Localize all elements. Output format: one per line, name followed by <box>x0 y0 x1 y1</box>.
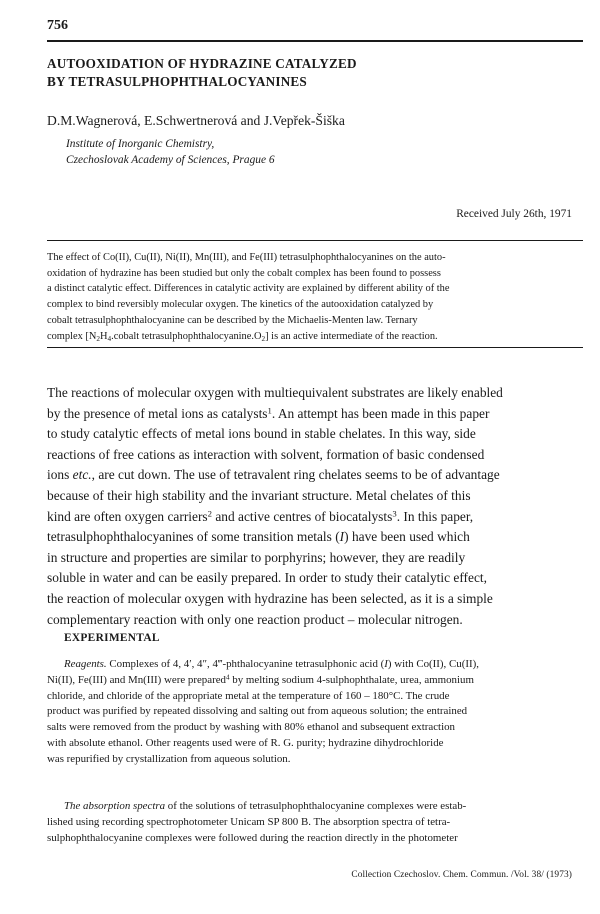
abstract-line-formula <box>47 329 583 345</box>
subscript: 4 <box>107 334 112 343</box>
para-line: product was purified by repeated dissolving and salting out from aqueous solution; the entrained <box>47 705 468 718</box>
para-line: lished using recording spectrophotometer Unicam SP 800 B. The absorption spectra of tetra- <box>47 815 451 828</box>
body-line <box>47 507 587 528</box>
abstract-bottom-rule <box>47 347 583 348</box>
body-line <box>47 404 587 425</box>
para-line: sulphophthalocyanine complexes were followed during the reaction directly in the photometer <box>47 831 458 844</box>
para-line: salts were removed from the product by washing with 80% ethanol and subsequent extraction <box>47 721 455 734</box>
run-in-heading: Reagents. <box>64 658 107 670</box>
citation-ref: 4 <box>226 673 230 682</box>
abstract-top-rule <box>47 240 583 241</box>
citation-ref: 1 <box>267 405 272 416</box>
abstract-text: H <box>99 330 108 342</box>
para-line <box>47 799 587 815</box>
page-number: 756 <box>47 18 68 33</box>
body-text: ions <box>47 467 73 483</box>
subscript: 2 <box>96 334 100 343</box>
run-in-heading: The absorption spectra <box>64 800 166 812</box>
article-title <box>47 55 587 91</box>
body-line <box>47 465 587 486</box>
abstract-text: .cobalt tetrasulphophthalocyanine.O <box>111 330 262 342</box>
body-line: in structure and properties are similar to porphyrins; however, they are readily <box>47 549 466 565</box>
affiliation-line: Institute of Inorganic Chemistry, <box>66 138 215 150</box>
body-line <box>47 527 587 548</box>
para-text: by melting sodium 4-sulphophthalate, urea, ammonium <box>229 673 474 686</box>
para-text: ) with Co(II), Cu(II), <box>387 658 479 670</box>
para-italic: I <box>384 658 388 670</box>
body-text: kind are often oxygen carriers <box>47 508 208 524</box>
title-line: AUTOOXIDATION OF HYDRAZINE CATALYZED <box>47 56 357 71</box>
para-text: Complexes of 4, 4′, 4″, 4‴-phthalocyanine tetrasulphonic acid ( <box>106 658 385 670</box>
spectra-paragraph <box>47 799 587 846</box>
para-text: Ni(II), Fe(III) and Mn(III) were prepared <box>47 673 226 686</box>
para-line <box>47 673 587 689</box>
introduction <box>47 383 587 630</box>
body-italic: etc. <box>72 467 92 483</box>
para-line: chloride, and chloride of the appropriate metal at the temperature of 160 – 180°C. The crude <box>47 689 450 702</box>
body-text: and active centres of biocatalysts <box>211 508 393 524</box>
citation-ref: 2 <box>207 508 212 519</box>
abstract-line: complex to bind reversibly molecular oxygen. The kinetics of the autooxidation catalyzed by <box>47 299 434 311</box>
affiliation <box>66 136 275 168</box>
citation-ref: 3 <box>392 508 397 519</box>
body-line: to study catalytic effects of metal ions bound in stable chelates. In this way, side <box>47 426 476 442</box>
affiliation-line: Czechoslovak Academy of Sciences, Prague 6 <box>66 154 275 166</box>
authors: D.M.Wagnerová, E.Schwertnerová and J.Vepřek-Šiška <box>47 113 345 128</box>
para-text: of the solutions of tetrasulphophthalocyanine complexes were estab- <box>165 800 467 812</box>
abstract-line: a distinct catalytic effect. Differences in catalytic activity are explained by different ability of the <box>47 283 450 295</box>
reagents-paragraph <box>47 657 587 768</box>
body-line: complementary reaction with only one reaction product – molecular nitrogen. <box>47 611 463 627</box>
body-text: . In this paper, <box>396 508 474 524</box>
abstract-line: oxidation of hydrazine has been studied but only the cobalt complex has been found to possess <box>47 267 441 279</box>
header-rule <box>47 40 583 42</box>
body-line: reactions of free cations as interaction with solvent, formation of basic condensed <box>47 446 485 462</box>
body-text: . An attempt has been made in this paper <box>271 405 490 421</box>
abstract-text: complex [N <box>47 330 97 342</box>
body-text: tetrasulphophthalocyanines of some transition metals ( <box>47 529 340 545</box>
body-line: the reaction of molecular oxygen with hydrazine has been selected, as it is a simple <box>47 590 493 606</box>
body-italic: I <box>339 529 345 545</box>
abstract <box>47 250 583 344</box>
section-heading-experimental: EXPERIMENTAL <box>64 632 160 644</box>
body-line: because of their high stability and the invariant structure. Metal chelates of this <box>47 487 471 503</box>
received-date: Received July 26th, 1971 <box>456 208 572 220</box>
abstract-line: cobalt tetrasulphophthalocyanine can be described by the Michaelis-Menten law. Ternary <box>47 314 418 326</box>
para-line: was repurified by crystallization from aqueous solution. <box>47 752 291 765</box>
abstract-text: ] is an active intermediate of the reaction. <box>265 330 438 342</box>
para-line: with absolute ethanol. Other reagents used were of R. G. purity; hydrazine dihydrochloride <box>47 736 444 749</box>
para-line <box>47 657 587 673</box>
title-line: BY TETRASULPHOPHTHALOCYANINES <box>47 74 307 89</box>
journal-footer: Collection Czechoslov. Chem. Commun. /Vol. 38/ (1973) <box>351 870 572 880</box>
abstract-line: The effect of Co(II), Cu(II), Ni(II), Mn(III), and Fe(III) tetrasulphophthalocyanines on the auto- <box>47 252 446 263</box>
body-text: ) have been used which <box>344 529 470 545</box>
subscript: 2 <box>261 334 266 343</box>
body-line: The reactions of molecular oxygen with multiequivalent substrates are likely enabled <box>47 385 503 400</box>
body-text: by the presence of metal ions as catalysts <box>47 405 268 421</box>
body-text: , are cut down. The use of tetravalent ring chelates seems to be of advantage <box>91 467 500 483</box>
body-line: soluble in water and can be easily prepared. In order to study their catalytic effect, <box>47 570 487 586</box>
